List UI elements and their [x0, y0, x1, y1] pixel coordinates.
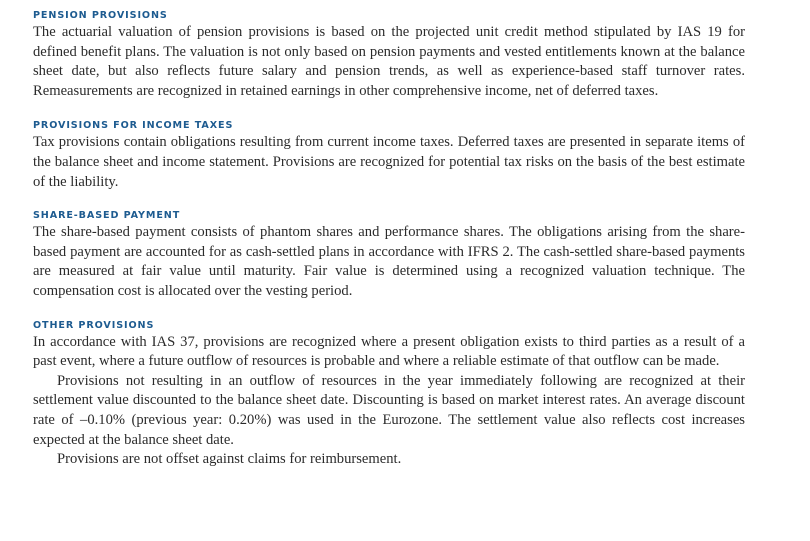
- document-page: [33, 8, 745, 470]
- section-heading: PROVISIONS FOR INCOME TAXES: [33, 120, 234, 132]
- section-pension-provisions: [33, 8, 745, 101]
- section-paragraph: The actuarial valuation of pension provisions is based on the projected unit credit method stipulated by IAS 19 for defined benefit plans. The valuation is not only based on pension payments and vested entitlements known at the balance sheet date, but also reflects future salary and pension trends, as well as experience-based staff turnover rates. Remeasurements are recognized in retained earnings in other comprehensive income, net of deferred taxes.: [33, 24, 745, 99]
- section-paragraph: Provisions not resulting in an outflow of resources in the year immediately following are recognized at their settlement value discounted to the balance sheet date. Discounting is based on market interest rates. An average discount rate of –0.10% (previous year: 0.20%) was used in the Eurozone. The settlement value also reflects cost increases expected at the balance sheet date.: [33, 372, 745, 448]
- section-heading: OTHER PROVISIONS: [33, 319, 155, 331]
- section-heading: SHARE-BASED PAYMENT: [33, 210, 181, 222]
- section-paragraph: Tax provisions contain obligations resulting from current income taxes. Deferred taxes are presented in separate items of the balance sheet and income statement. Provisions are recognized for potential tax risks on the basis of the best estimate of the liability.: [33, 134, 745, 190]
- section-paragraph: Provisions are not offset against claims for reimbursement.: [57, 451, 402, 468]
- section-heading: PENSION PROVISIONS: [33, 10, 168, 21]
- section-paragraph: The share-based payment consists of phantom shares and performance shares. The obligations arising from the share-based payment are accounted for as cash-settled plans in accordance with IFRS 2. The cash-settled share-based payments are measured at fair value until maturity. Fair value is determined using a recognized valuation technique. The compensation cost is allocated over the vesting period.: [33, 224, 745, 299]
- section-other-provisions: [33, 318, 745, 470]
- section-share-based-payment: [33, 208, 745, 301]
- section-paragraph: In accordance with IAS 37, provisions are recognized where a present obligation exists to third parties as a result of a past event, where a future outflow of resources is probable and where a reliable estimate of that outflow can be made.: [33, 333, 745, 370]
- section-provisions-for-income-taxes: [33, 118, 745, 192]
